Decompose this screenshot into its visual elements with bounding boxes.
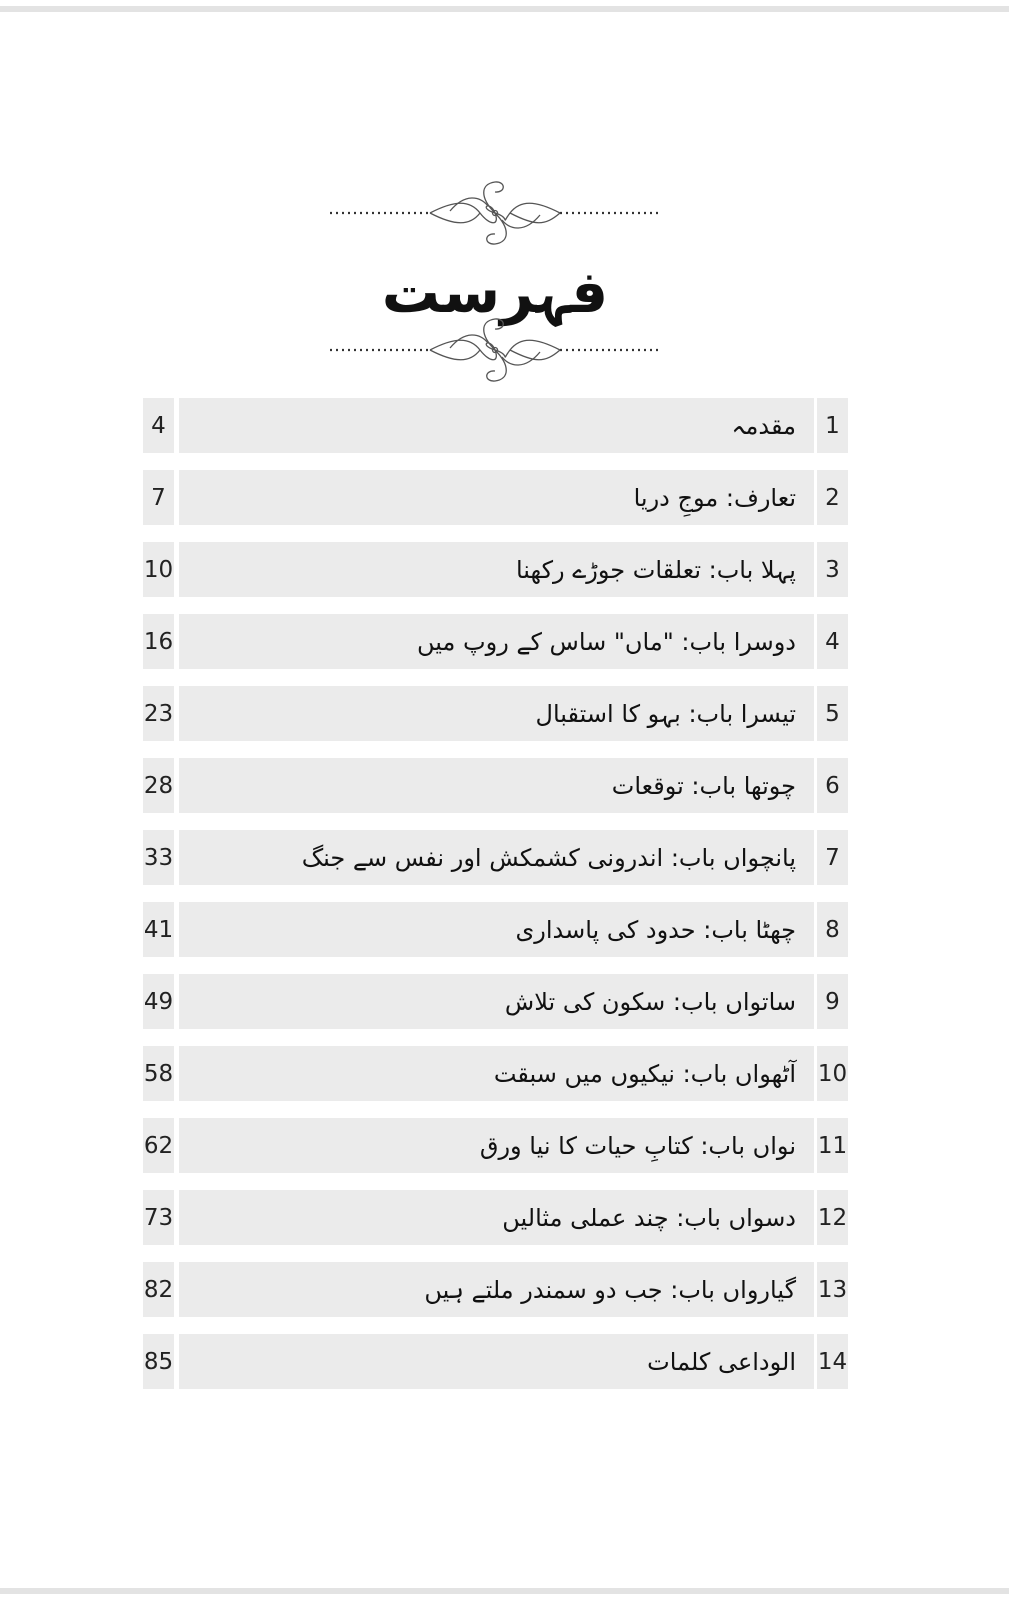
bottom-ornament-divider: [330, 315, 660, 385]
toc-entry-page: 16: [143, 614, 174, 669]
page-top-edge: [0, 6, 1009, 12]
toc-entry-page: 41: [143, 902, 174, 957]
toc-entry-page: 28: [143, 758, 174, 813]
toc-entry[interactable]: [143, 686, 848, 741]
toc-entry-page: 62: [143, 1118, 174, 1173]
toc-entry-title: مقدمہ: [731, 411, 796, 440]
page-title: فہرست: [381, 258, 609, 326]
toc-entry-title: تعارف: موجِ دریا: [633, 483, 796, 512]
toc-entry[interactable]: [143, 974, 848, 1029]
toc-entry-title: چوتھا باب: توقعات: [611, 771, 796, 800]
toc-entry-number: 6: [817, 758, 848, 813]
toc-entry[interactable]: [143, 542, 848, 597]
toc-entry-number: 1: [817, 398, 848, 453]
toc-entry-number: 11: [817, 1118, 848, 1173]
toc-entry-title: تیسرا باب: بہو کا استقبال: [535, 699, 796, 728]
toc-entry-number: 5: [817, 686, 848, 741]
toc-entry-page: 4: [143, 398, 174, 453]
toc-entry-page: 7: [143, 470, 174, 525]
toc-entry[interactable]: [143, 1262, 848, 1317]
toc-entry-title: نواں باب: کتابِ حیات کا نیا ورق: [479, 1131, 796, 1160]
toc-entry[interactable]: [143, 902, 848, 957]
toc-entry-page: 33: [143, 830, 174, 885]
table-of-contents: [143, 398, 848, 1406]
toc-entry[interactable]: [143, 470, 848, 525]
toc-entry[interactable]: [143, 1334, 848, 1389]
toc-entry[interactable]: [143, 1046, 848, 1101]
toc-entry-title: دوسرا باب: "ماں" ساس کے روپ میں: [417, 627, 796, 656]
toc-entry[interactable]: [143, 1190, 848, 1245]
toc-entry[interactable]: [143, 830, 848, 885]
toc-entry-title: چھٹا باب: حدود کی پاسداری: [515, 915, 796, 944]
toc-entry[interactable]: [143, 614, 848, 669]
toc-entry-title: الوداعی کلمات: [647, 1347, 796, 1376]
toc-entry-page: 85: [143, 1334, 174, 1389]
toc-entry-title: ساتواں باب: سکون کی تلاش: [504, 987, 796, 1016]
toc-entry-number: 4: [817, 614, 848, 669]
toc-entry-number: 8: [817, 902, 848, 957]
toc-entry-page: 49: [143, 974, 174, 1029]
toc-entry-page: 73: [143, 1190, 174, 1245]
toc-entry-number: 10: [817, 1046, 848, 1101]
toc-entry-number: 14: [817, 1334, 848, 1389]
toc-entry-number: 7: [817, 830, 848, 885]
toc-entry[interactable]: [143, 1118, 848, 1173]
toc-entry-number: 2: [817, 470, 848, 525]
toc-entry-number: 3: [817, 542, 848, 597]
toc-entry-number: 12: [817, 1190, 848, 1245]
toc-entry-number: 13: [817, 1262, 848, 1317]
toc-entry-title: گیارواں باب: جب دو سمندر ملتے ہیں: [424, 1275, 796, 1304]
top-ornament-divider: [330, 178, 660, 248]
toc-entry-title: دسواں باب: چند عملی مثالیں: [502, 1203, 796, 1232]
toc-entry-title: آٹھواں باب: نیکیوں میں سبقت: [493, 1059, 796, 1088]
toc-entry-title: پہلا باب: تعلقات جوڑے رکھنا: [515, 555, 796, 584]
toc-entry-page: 82: [143, 1262, 174, 1317]
toc-entry-title: پانچواں باب: اندرونی کشمکش اور نفس سے جنگ: [301, 843, 796, 872]
toc-entry-page: 58: [143, 1046, 174, 1101]
toc-entry-page: 10: [143, 542, 174, 597]
page-bottom-edge: [0, 1588, 1009, 1594]
toc-entry[interactable]: [143, 758, 848, 813]
toc-entry[interactable]: [143, 398, 848, 453]
toc-entry-number: 9: [817, 974, 848, 1029]
toc-entry-page: 23: [143, 686, 174, 741]
